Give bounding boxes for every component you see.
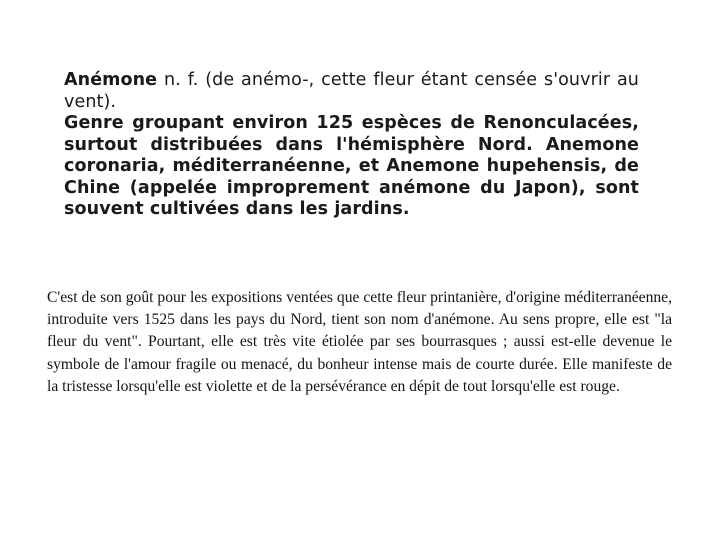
definition: Genre groupant environ 125 espèces de Renonculacées, surtout distribuées dans l'hémisphère Nord. Anemone coronaria, méditerranéenne, et Anemone hupehensis, de Chine (appelée improprement anémone du Japon), sont souvent cultivées dans les jardins. — [64, 113, 639, 219]
dictionary-entry — [64, 70, 639, 221]
symbolism-paragraph — [47, 287, 672, 398]
headword: Anémone — [64, 70, 158, 90]
entry-header — [64, 70, 639, 113]
symbolism-text: C'est de son goût pour les expositions ventées que cette fleur printanière, d'origine méditerranéenne, introduite vers 1525 dans les pays du Nord, tient son nom d'anémone. Au sens propre, elle est "la fleur du vent". Pourtant, elle est très vite étiolée par ses bourrasques ; aussi est-elle devenue le symbole de l'amour fragile ou menacé, du bonheur intense mais de courte durée. Elle manifeste de la tristesse lorsqu'elle est violette et de la persévérance en dépit de tout lorsqu'elle est rouge. — [47, 289, 672, 395]
etymology: n. f. (de anémo-, cette fleur étant censée s'ouvrir au vent). — [64, 70, 639, 112]
